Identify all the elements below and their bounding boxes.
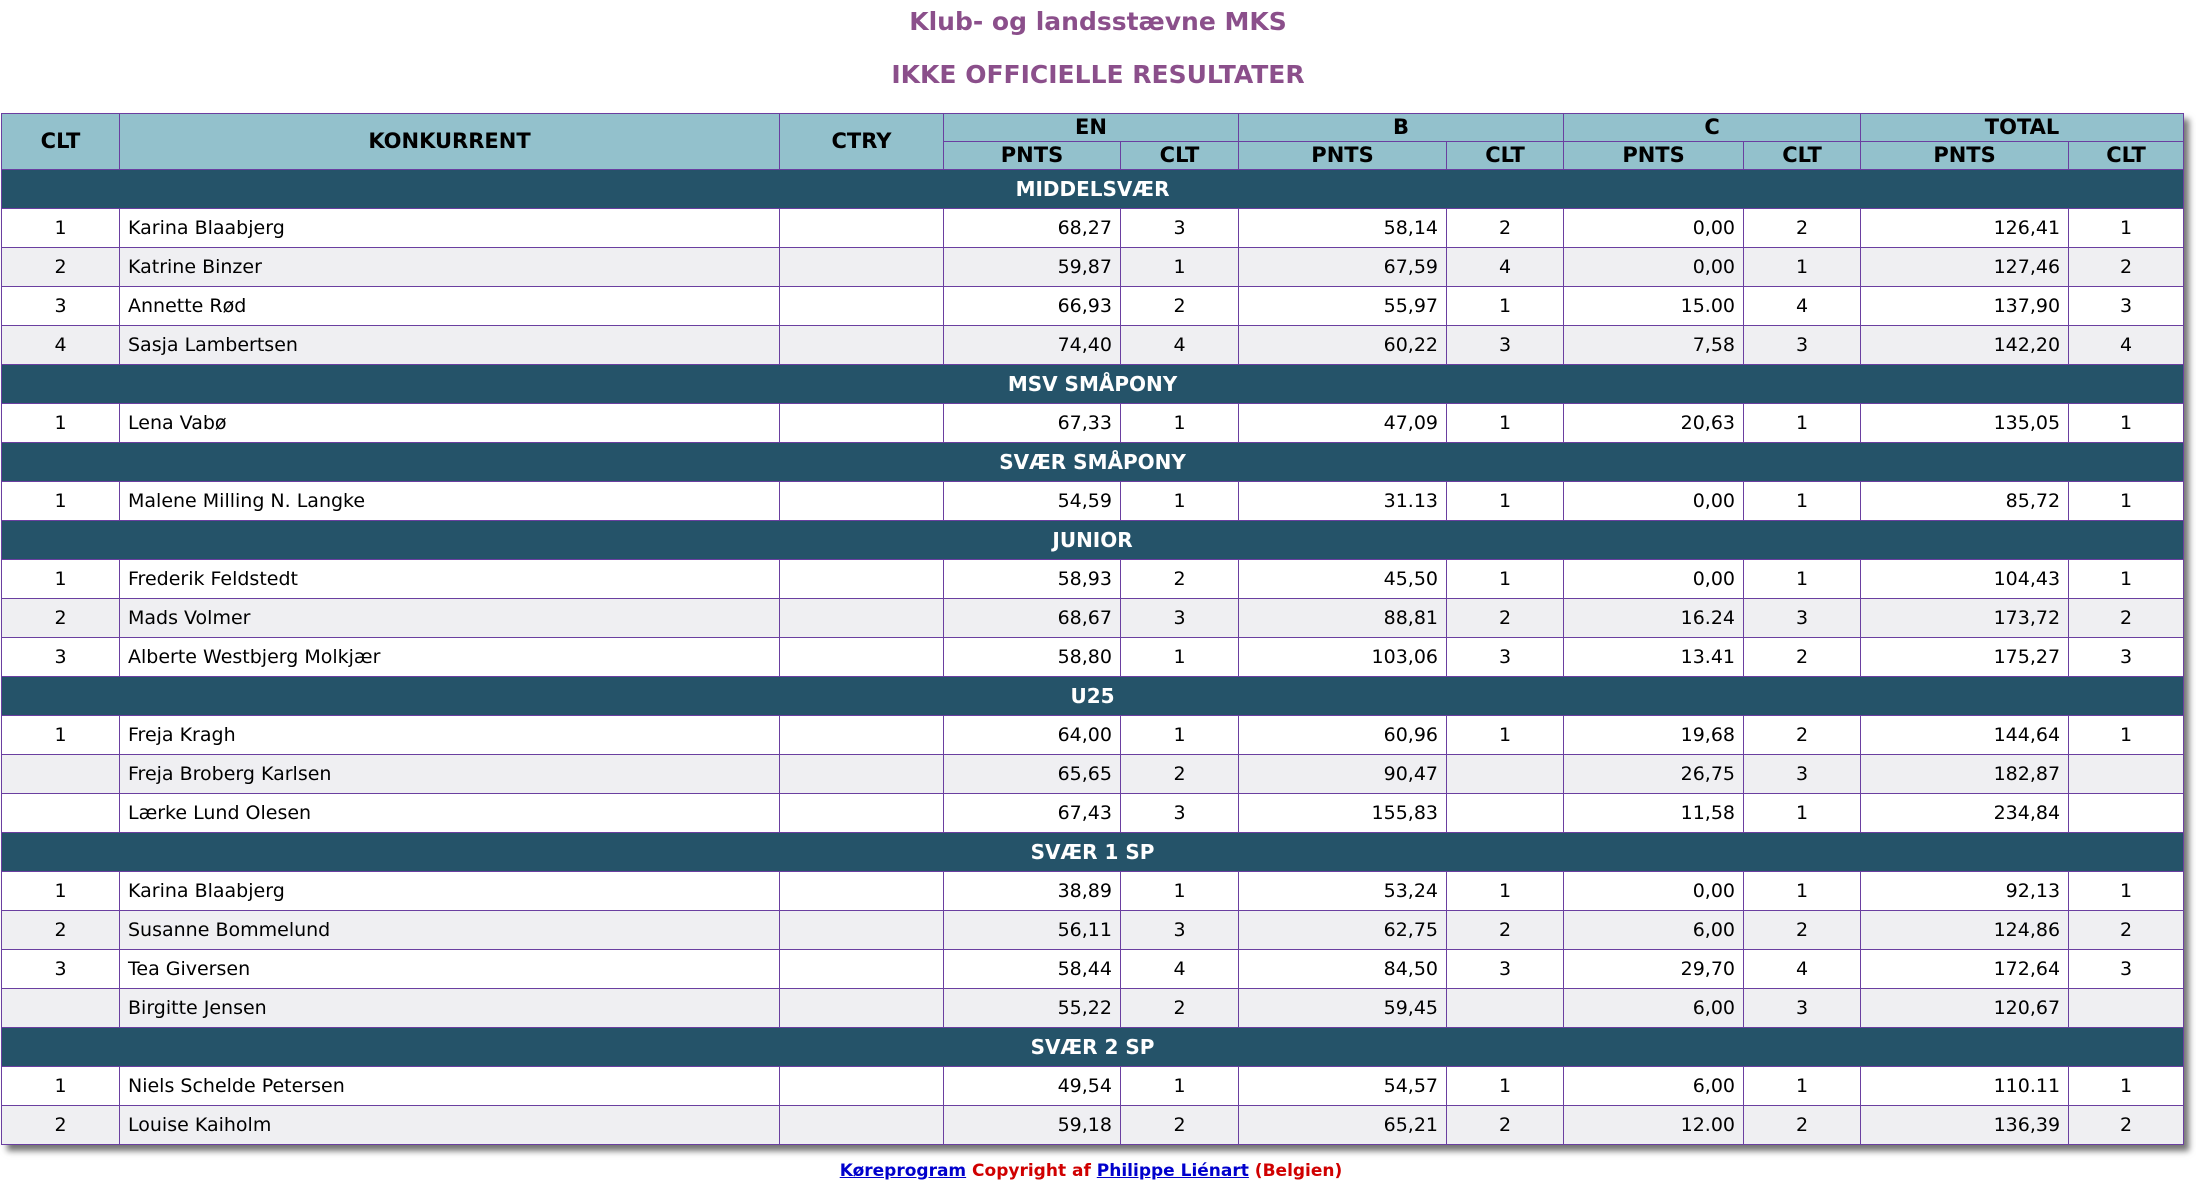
cell-b-clt	[1447, 755, 1564, 794]
cell-c-clt: 4	[1744, 950, 1861, 989]
table-header	[2, 114, 2184, 170]
cell-clt: 2	[2, 911, 120, 950]
cell-total-clt: 3	[2069, 287, 2184, 326]
cell-clt: 3	[2, 287, 120, 326]
cell-b-clt: 1	[1447, 482, 1564, 521]
cell-en-pnts: 68,67	[944, 599, 1121, 638]
cell-c-clt: 1	[1744, 482, 1861, 521]
results-table-container	[1, 113, 2183, 1145]
cell-b-pnts: 60,96	[1239, 716, 1447, 755]
header-ctry: CTRY	[780, 114, 944, 170]
cell-total-pnts: 110.11	[1861, 1067, 2069, 1106]
table-row	[2, 1067, 2184, 1106]
cell-name: Karina Blaabjerg	[120, 872, 780, 911]
cell-b-pnts: 54,57	[1239, 1067, 1447, 1106]
cell-total-clt: 1	[2069, 872, 2184, 911]
cell-clt: 1	[2, 482, 120, 521]
cell-c-pnts: 6,00	[1564, 989, 1744, 1028]
cell-b-pnts: 84,50	[1239, 950, 1447, 989]
cell-name: Freja Kragh	[120, 716, 780, 755]
cell-name: Karina Blaabjerg	[120, 209, 780, 248]
table-row	[2, 638, 2184, 677]
section-header-row	[2, 1028, 2184, 1067]
section-title: SVÆR 2 SP	[2, 1028, 2184, 1067]
section-title: U25	[2, 677, 2184, 716]
header-clt: CLT	[2, 114, 120, 170]
cell-clt: 1	[2, 716, 120, 755]
cell-ctry	[780, 794, 944, 833]
cell-en-clt: 3	[1121, 209, 1239, 248]
cell-en-pnts: 58,44	[944, 950, 1121, 989]
cell-ctry	[780, 950, 944, 989]
cell-en-pnts: 74,40	[944, 326, 1121, 365]
section-header-row	[2, 833, 2184, 872]
cell-en-pnts: 58,80	[944, 638, 1121, 677]
cell-total-clt: 1	[2069, 209, 2184, 248]
cell-en-pnts: 68,27	[944, 209, 1121, 248]
cell-name: Lærke Lund Olesen	[120, 794, 780, 833]
cell-b-clt: 3	[1447, 638, 1564, 677]
header-c-pnts: PNTS	[1564, 142, 1744, 170]
header-group-c: C	[1564, 114, 1861, 142]
cell-c-clt: 3	[1744, 326, 1861, 365]
cell-c-clt: 2	[1744, 911, 1861, 950]
cell-total-pnts: 142,20	[1861, 326, 2069, 365]
cell-name: Lena Vabø	[120, 404, 780, 443]
cell-c-pnts: 0,00	[1564, 560, 1744, 599]
cell-c-pnts: 0,00	[1564, 482, 1744, 521]
table-row	[2, 989, 2184, 1028]
cell-total-clt	[2069, 989, 2184, 1028]
cell-en-clt: 2	[1121, 989, 1239, 1028]
table-row	[2, 599, 2184, 638]
cell-b-clt: 3	[1447, 326, 1564, 365]
section-header-row	[2, 521, 2184, 560]
cell-c-pnts: 29,70	[1564, 950, 1744, 989]
cell-en-clt: 2	[1121, 560, 1239, 599]
cell-b-pnts: 58,14	[1239, 209, 1447, 248]
cell-ctry	[780, 989, 944, 1028]
table-row	[2, 248, 2184, 287]
cell-b-clt: 1	[1447, 716, 1564, 755]
cell-total-pnts: 127,46	[1861, 248, 2069, 287]
cell-en-pnts: 59,87	[944, 248, 1121, 287]
cell-total-pnts: 126,41	[1861, 209, 2069, 248]
section-title: MIDDELSVÆR	[2, 170, 2184, 209]
cell-total-pnts: 182,87	[1861, 755, 2069, 794]
cell-c-clt: 3	[1744, 599, 1861, 638]
header-konkurrent: KONKURRENT	[120, 114, 780, 170]
cell-total-clt: 2	[2069, 1106, 2184, 1145]
cell-b-pnts: 60,22	[1239, 326, 1447, 365]
cell-name: Tea Giversen	[120, 950, 780, 989]
cell-en-clt: 1	[1121, 1067, 1239, 1106]
cell-c-pnts: 0,00	[1564, 209, 1744, 248]
cell-total-clt: 3	[2069, 638, 2184, 677]
cell-total-pnts: 234,84	[1861, 794, 2069, 833]
results-table	[1, 113, 2184, 1145]
cell-name: Louise Kaiholm	[120, 1106, 780, 1145]
cell-en-pnts: 66,93	[944, 287, 1121, 326]
cell-c-pnts: 0,00	[1564, 248, 1744, 287]
cell-en-pnts: 56,11	[944, 911, 1121, 950]
cell-total-clt	[2069, 755, 2184, 794]
cell-en-clt: 1	[1121, 404, 1239, 443]
cell-c-clt: 3	[1744, 989, 1861, 1028]
cell-b-pnts: 103,06	[1239, 638, 1447, 677]
cell-c-clt: 1	[1744, 560, 1861, 599]
cell-name: Susanne Bommelund	[120, 911, 780, 950]
cell-en-clt: 1	[1121, 872, 1239, 911]
cell-b-pnts: 88,81	[1239, 599, 1447, 638]
cell-c-clt: 1	[1744, 872, 1861, 911]
cell-ctry	[780, 872, 944, 911]
cell-en-pnts: 54,59	[944, 482, 1121, 521]
cell-en-pnts: 38,89	[944, 872, 1121, 911]
footer	[0, 1161, 2182, 1181]
cell-en-clt: 1	[1121, 638, 1239, 677]
table-row	[2, 326, 2184, 365]
cell-total-pnts: 172,64	[1861, 950, 2069, 989]
cell-c-clt: 1	[1744, 404, 1861, 443]
cell-en-clt: 1	[1121, 248, 1239, 287]
cell-c-clt: 2	[1744, 1106, 1861, 1145]
footer-country-text: (Belgien)	[1248, 1161, 1343, 1181]
cell-b-clt: 1	[1447, 287, 1564, 326]
cell-total-pnts: 144,64	[1861, 716, 2069, 755]
cell-b-pnts: 53,24	[1239, 872, 1447, 911]
cell-clt: 1	[2, 1067, 120, 1106]
table-row	[2, 1106, 2184, 1145]
cell-clt	[2, 794, 120, 833]
header-b-pnts: PNTS	[1239, 142, 1447, 170]
cell-c-clt: 1	[1744, 1067, 1861, 1106]
cell-b-pnts: 62,75	[1239, 911, 1447, 950]
cell-c-clt: 1	[1744, 248, 1861, 287]
cell-en-clt: 1	[1121, 716, 1239, 755]
cell-c-pnts: 11,58	[1564, 794, 1744, 833]
cell-ctry	[780, 755, 944, 794]
cell-b-clt: 2	[1447, 1106, 1564, 1145]
cell-en-clt: 1	[1121, 482, 1239, 521]
table-row	[2, 287, 2184, 326]
cell-name: Niels Schelde Petersen	[120, 1067, 780, 1106]
cell-b-clt: 1	[1447, 560, 1564, 599]
header-group-b: B	[1239, 114, 1564, 142]
cell-en-clt: 3	[1121, 599, 1239, 638]
header-c-clt: CLT	[1744, 142, 1861, 170]
cell-b-clt: 1	[1447, 404, 1564, 443]
section-title: JUNIOR	[2, 521, 2184, 560]
cell-total-pnts: 136,39	[1861, 1106, 2069, 1145]
section-header-row	[2, 443, 2184, 482]
cell-b-clt: 1	[1447, 872, 1564, 911]
cell-c-pnts: 12.00	[1564, 1106, 1744, 1145]
table-row	[2, 209, 2184, 248]
cell-en-pnts: 67,33	[944, 404, 1121, 443]
cell-clt	[2, 755, 120, 794]
cell-name: Katrine Binzer	[120, 248, 780, 287]
cell-total-clt: 1	[2069, 716, 2184, 755]
cell-total-pnts: 124,86	[1861, 911, 2069, 950]
cell-clt: 3	[2, 950, 120, 989]
footer-copyright-text: Copyright af	[966, 1161, 1097, 1181]
table-row	[2, 950, 2184, 989]
cell-ctry	[780, 560, 944, 599]
page-title: Klub- og landsstævne MKS	[909, 7, 1287, 36]
cell-total-pnts: 135,05	[1861, 404, 2069, 443]
cell-en-pnts: 55,22	[944, 989, 1121, 1028]
cell-b-clt	[1447, 989, 1564, 1028]
cell-c-pnts: 13.41	[1564, 638, 1744, 677]
table-row	[2, 872, 2184, 911]
table-row	[2, 755, 2184, 794]
cell-b-clt: 2	[1447, 911, 1564, 950]
cell-b-clt: 2	[1447, 209, 1564, 248]
cell-b-pnts: 59,45	[1239, 989, 1447, 1028]
cell-ctry	[780, 209, 944, 248]
cell-total-pnts: 173,72	[1861, 599, 2069, 638]
cell-c-clt: 3	[1744, 755, 1861, 794]
cell-b-clt: 2	[1447, 599, 1564, 638]
cell-clt: 1	[2, 209, 120, 248]
cell-total-pnts: 85,72	[1861, 482, 2069, 521]
cell-b-pnts: 155,83	[1239, 794, 1447, 833]
cell-clt: 1	[2, 872, 120, 911]
table-row	[2, 560, 2184, 599]
cell-total-clt: 1	[2069, 482, 2184, 521]
section-header-row	[2, 170, 2184, 209]
header-group-total: TOTAL	[1861, 114, 2184, 142]
cell-b-pnts: 65,21	[1239, 1106, 1447, 1145]
cell-en-clt: 4	[1121, 950, 1239, 989]
table-row	[2, 794, 2184, 833]
cell-total-clt: 2	[2069, 911, 2184, 950]
cell-name: Birgitte Jensen	[120, 989, 780, 1028]
cell-total-pnts: 175,27	[1861, 638, 2069, 677]
cell-b-pnts: 31.13	[1239, 482, 1447, 521]
cell-b-pnts: 55,97	[1239, 287, 1447, 326]
cell-ctry	[780, 248, 944, 287]
cell-c-pnts: 20,63	[1564, 404, 1744, 443]
table-row	[2, 404, 2184, 443]
cell-clt: 1	[2, 404, 120, 443]
cell-name: Freja Broberg Karlsen	[120, 755, 780, 794]
header-en-pnts: PNTS	[944, 142, 1121, 170]
cell-en-pnts: 49,54	[944, 1067, 1121, 1106]
cell-total-pnts: 104,43	[1861, 560, 2069, 599]
header-en-clt: CLT	[1121, 142, 1239, 170]
cell-b-clt	[1447, 794, 1564, 833]
cell-b-pnts: 67,59	[1239, 248, 1447, 287]
cell-total-clt: 2	[2069, 599, 2184, 638]
cell-name: Malene Milling N. Langke	[120, 482, 780, 521]
section-title: SVÆR SMÅPONY	[2, 443, 2184, 482]
cell-c-pnts: 15.00	[1564, 287, 1744, 326]
cell-ctry	[780, 326, 944, 365]
table-row	[2, 911, 2184, 950]
cell-b-pnts: 47,09	[1239, 404, 1447, 443]
header-group-en: EN	[944, 114, 1239, 142]
cell-c-clt: 2	[1744, 209, 1861, 248]
cell-clt: 2	[2, 248, 120, 287]
cell-en-clt: 2	[1121, 755, 1239, 794]
cell-c-pnts: 6,00	[1564, 911, 1744, 950]
table-row	[2, 716, 2184, 755]
cell-ctry	[780, 482, 944, 521]
cell-ctry	[780, 716, 944, 755]
cell-en-pnts: 58,93	[944, 560, 1121, 599]
cell-clt: 1	[2, 560, 120, 599]
page-subtitle: IKKE OFFICIELLE RESULTATER	[891, 60, 1305, 89]
cell-ctry	[780, 638, 944, 677]
section-header-row	[2, 365, 2184, 404]
cell-total-clt: 2	[2069, 248, 2184, 287]
cell-total-clt	[2069, 794, 2184, 833]
header-total-pnts: PNTS	[1861, 142, 2069, 170]
cell-en-clt: 2	[1121, 1106, 1239, 1145]
cell-c-pnts: 0,00	[1564, 872, 1744, 911]
author-link[interactable]: Philippe Liénart	[1096, 1161, 1249, 1181]
table-row	[2, 482, 2184, 521]
cell-en-clt: 3	[1121, 794, 1239, 833]
cell-b-clt: 1	[1447, 1067, 1564, 1106]
cell-name: Alberte Westbjerg Molkjær	[120, 638, 780, 677]
section-header-row	[2, 677, 2184, 716]
cell-c-clt: 1	[1744, 794, 1861, 833]
koreprogram-link[interactable]: Køreprogram	[839, 1161, 967, 1181]
cell-total-clt: 3	[2069, 950, 2184, 989]
cell-total-pnts: 120,67	[1861, 989, 2069, 1028]
cell-en-pnts: 59,18	[944, 1106, 1121, 1145]
cell-en-pnts: 67,43	[944, 794, 1121, 833]
cell-en-pnts: 65,65	[944, 755, 1121, 794]
cell-en-clt: 2	[1121, 287, 1239, 326]
cell-total-clt: 4	[2069, 326, 2184, 365]
cell-en-pnts: 64,00	[944, 716, 1121, 755]
cell-c-clt: 2	[1744, 716, 1861, 755]
header-total-clt: CLT	[2069, 142, 2184, 170]
cell-ctry	[780, 287, 944, 326]
cell-c-pnts: 19,68	[1564, 716, 1744, 755]
cell-total-clt: 1	[2069, 560, 2184, 599]
cell-total-pnts: 137,90	[1861, 287, 2069, 326]
cell-clt	[2, 989, 120, 1028]
cell-c-clt: 4	[1744, 287, 1861, 326]
cell-c-clt: 2	[1744, 638, 1861, 677]
cell-clt: 2	[2, 599, 120, 638]
cell-ctry	[780, 1067, 944, 1106]
cell-ctry	[780, 911, 944, 950]
cell-name: Sasja Lambertsen	[120, 326, 780, 365]
cell-name: Frederik Feldstedt	[120, 560, 780, 599]
cell-total-clt: 1	[2069, 1067, 2184, 1106]
cell-ctry	[780, 404, 944, 443]
table-body	[2, 170, 2184, 1145]
cell-ctry	[780, 599, 944, 638]
cell-total-clt: 1	[2069, 404, 2184, 443]
cell-clt: 3	[2, 638, 120, 677]
section-title: MSV SMÅPONY	[2, 365, 2184, 404]
cell-b-pnts: 45,50	[1239, 560, 1447, 599]
cell-ctry	[780, 1106, 944, 1145]
cell-b-clt: 3	[1447, 950, 1564, 989]
cell-en-clt: 4	[1121, 326, 1239, 365]
section-title: SVÆR 1 SP	[2, 833, 2184, 872]
cell-clt: 4	[2, 326, 120, 365]
cell-name: Annette Rød	[120, 287, 780, 326]
cell-en-clt: 3	[1121, 911, 1239, 950]
cell-c-pnts: 7,58	[1564, 326, 1744, 365]
header-b-clt: CLT	[1447, 142, 1564, 170]
cell-name: Mads Volmer	[120, 599, 780, 638]
cell-clt: 2	[2, 1106, 120, 1145]
cell-c-pnts: 26,75	[1564, 755, 1744, 794]
cell-b-clt: 4	[1447, 248, 1564, 287]
cell-total-pnts: 92,13	[1861, 872, 2069, 911]
cell-b-pnts: 90,47	[1239, 755, 1447, 794]
cell-c-pnts: 16.24	[1564, 599, 1744, 638]
cell-c-pnts: 6,00	[1564, 1067, 1744, 1106]
